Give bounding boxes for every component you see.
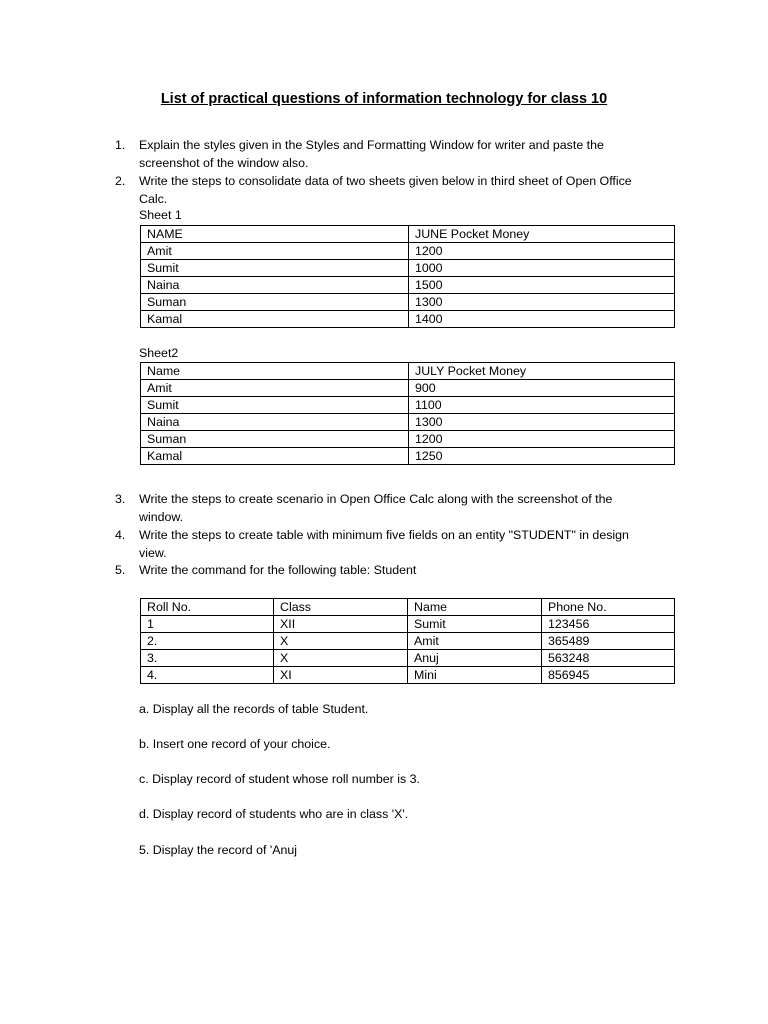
table-row [141, 380, 675, 397]
sheet1-table [140, 225, 675, 328]
table-cell: 1300 [409, 414, 675, 431]
table-header-cell: Roll No. [141, 599, 274, 616]
question-text-line: window. [139, 510, 184, 524]
question-number: 4. [115, 528, 126, 542]
table-row [141, 277, 675, 294]
table-row [141, 616, 675, 633]
table-row [141, 667, 675, 684]
table-header-cell: Class [274, 599, 408, 616]
table-cell: 365489 [542, 633, 675, 650]
table-cell: 563248 [542, 650, 675, 667]
table-cell: Kamal [141, 311, 409, 328]
sheet1-label: Sheet 1 [139, 208, 182, 222]
table-cell: Amit [141, 380, 409, 397]
question-text-line: Write the steps to consolidate data of two sheets given below in third sheet of Open Office [139, 174, 632, 188]
table-cell: Kamal [141, 448, 409, 465]
table-row [141, 448, 675, 465]
sheet2-label: Sheet2 [139, 346, 179, 360]
table-row [141, 260, 675, 277]
table-header-cell: NAME [141, 226, 409, 243]
subquestion-a: a. Display all the records of table Student. [139, 702, 369, 716]
sheet2-table [140, 362, 675, 465]
table-cell: 123456 [542, 616, 675, 633]
table-cell: Suman [141, 431, 409, 448]
table-header-cell: JULY Pocket Money [409, 363, 675, 380]
question-text-line: Calc. [139, 192, 168, 206]
subquestion-e: 5. Display the record of 'Anuj [139, 843, 298, 857]
table-row [141, 397, 675, 414]
table-cell: Anuj [408, 650, 542, 667]
table-cell: 1200 [409, 243, 675, 260]
table-row [141, 650, 675, 667]
question-number: 2. [115, 174, 126, 188]
table-cell: 2. [141, 633, 274, 650]
table-header-row [141, 226, 675, 243]
table-header-cell: Name [141, 363, 409, 380]
table-cell: 1200 [409, 431, 675, 448]
table-cell: 1 [141, 616, 274, 633]
table-cell: Amit [141, 243, 409, 260]
question-text-line: Write the steps to create scenario in Open Office Calc along with the screenshot of the [139, 492, 613, 506]
table-row [141, 414, 675, 431]
table-cell: 900 [409, 380, 675, 397]
page-title: List of practical questions of information technology for class 10 [160, 91, 608, 107]
table-cell: XII [274, 616, 408, 633]
table-row [141, 294, 675, 311]
table-header-cell: Name [408, 599, 542, 616]
table-cell: 3. [141, 650, 274, 667]
question-number: 5. [115, 563, 126, 577]
table-cell: X [274, 650, 408, 667]
table-cell: 1250 [409, 448, 675, 465]
table-row [141, 431, 675, 448]
question-text-line: screenshot of the window also. [139, 156, 309, 170]
table-cell: Mini [408, 667, 542, 684]
question-text-line: view. [139, 546, 167, 560]
question-number: 3. [115, 492, 126, 506]
table-cell: Naina [141, 277, 409, 294]
table-cell: 1100 [409, 397, 675, 414]
table-cell: 1500 [409, 277, 675, 294]
table-cell: Suman [141, 294, 409, 311]
table-cell: X [274, 633, 408, 650]
table-header-row [141, 363, 675, 380]
question-number: 1. [115, 138, 126, 152]
table-header-cell: JUNE Pocket Money [409, 226, 675, 243]
table-row [141, 311, 675, 328]
table-row [141, 633, 675, 650]
table-cell: XI [274, 667, 408, 684]
table-row [141, 243, 675, 260]
table-cell: Naina [141, 414, 409, 431]
table-header-row [141, 599, 675, 616]
student-table [140, 598, 675, 684]
table-cell: Sumit [141, 397, 409, 414]
subquestion-d: d. Display record of students who are in class 'X'. [139, 807, 409, 821]
table-cell: 1300 [409, 294, 675, 311]
table-cell: Amit [408, 633, 542, 650]
question-text-line: Write the steps to create table with minimum five fields on an entity "STUDENT" in design [139, 528, 629, 542]
subquestion-c: c. Display record of student whose roll number is 3. [139, 772, 420, 786]
table-cell: 4. [141, 667, 274, 684]
question-text-line: Write the command for the following table: Student [139, 563, 417, 577]
table-cell: 856945 [542, 667, 675, 684]
table-cell: 1000 [409, 260, 675, 277]
table-cell: 1400 [409, 311, 675, 328]
table-cell: Sumit [141, 260, 409, 277]
subquestion-b: b. Insert one record of your choice. [139, 737, 331, 751]
table-cell: Sumit [408, 616, 542, 633]
question-text-line: Explain the styles given in the Styles and Formatting Window for writer and paste the [139, 138, 604, 152]
table-header-cell: Phone No. [542, 599, 675, 616]
